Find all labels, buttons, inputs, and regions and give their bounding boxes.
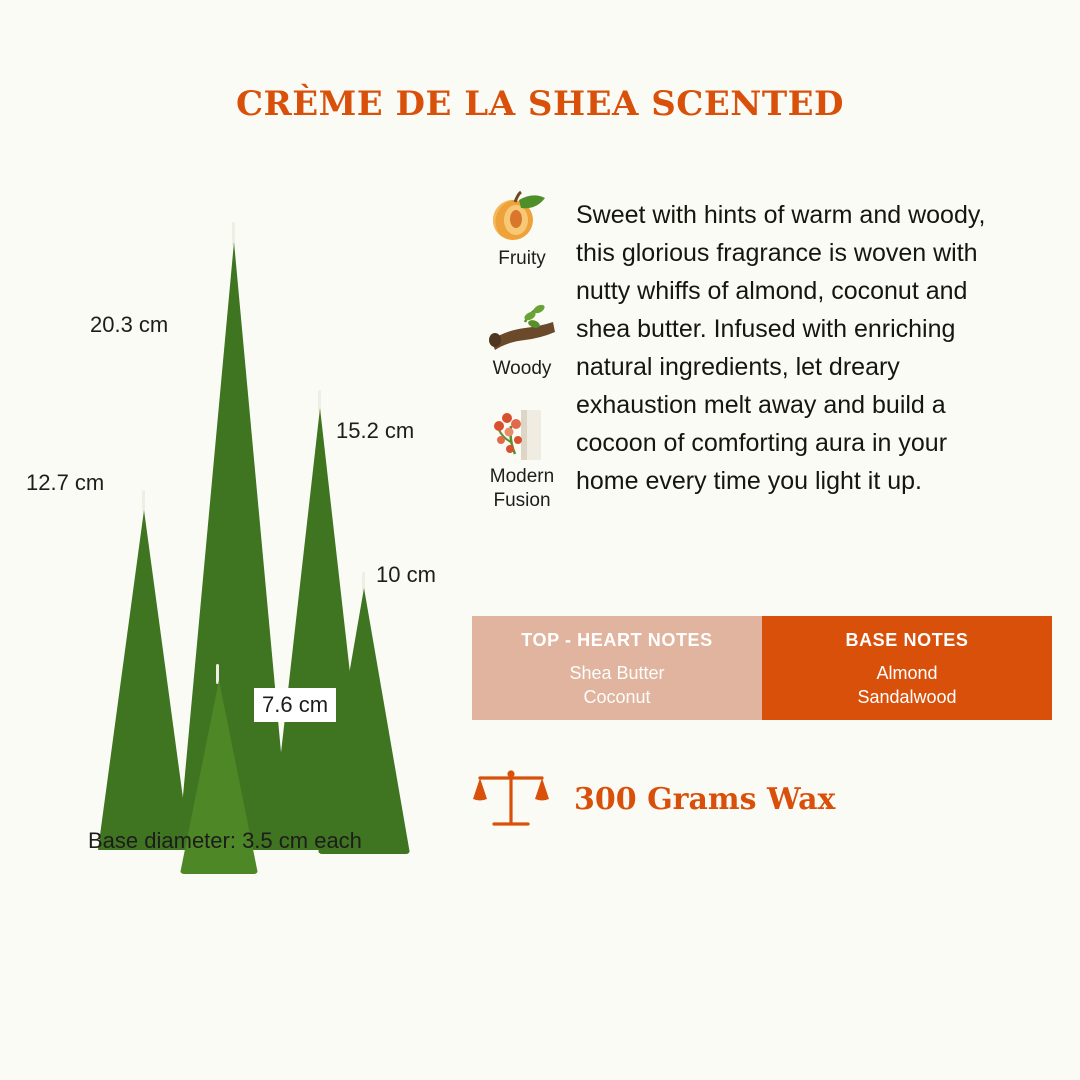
- wax-weight: [472, 766, 835, 832]
- dimension-label-15-2: 15.2 cm: [336, 418, 415, 443]
- candle-wick: [318, 390, 321, 412]
- base-notes-line-2: Sandalwood: [857, 687, 957, 708]
- top-heart-notes-line-2: Coconut: [583, 687, 651, 708]
- top-heart-notes-header: TOP - HEART NOTES: [521, 630, 713, 650]
- candle-wick: [232, 222, 235, 246]
- base-notes-header: BASE NOTES: [845, 630, 969, 650]
- peach-fruit-icon: [485, 190, 559, 246]
- dimension-label-20-3: 20.3 cm: [90, 312, 169, 337]
- scent-caption-fruity: Fruity: [498, 248, 546, 269]
- floral-modern-fusion-icon: [485, 408, 559, 464]
- top-heart-notes-cell: [472, 616, 762, 720]
- woody-branch-icon: [485, 300, 559, 356]
- top-heart-notes-line-1: Shea Butter: [569, 663, 665, 683]
- dimension-label-7-6: 7.6 cm: [254, 688, 336, 722]
- base-notes-line-1: Almond: [876, 663, 938, 683]
- dimension-label-12-7: 12.7 cm: [26, 470, 105, 495]
- candle-wick: [362, 572, 365, 592]
- base-notes-cell: [762, 616, 1052, 720]
- wax-weight-label: 300 Grams Wax: [574, 781, 836, 817]
- candle-body: [98, 510, 190, 850]
- balance-scale-icon: [472, 766, 550, 832]
- product-image: [20, 160, 480, 880]
- page-title: CRÈME DE LA SHEA SCENTED: [235, 84, 845, 124]
- dimension-label-10: 10 cm: [376, 562, 436, 587]
- candle-wick: [142, 490, 145, 512]
- fragrance-notes-table: [472, 616, 1052, 720]
- product-description: Sweet with hints of warm and woody, this glorious fragrance is woven with nutty whiffs of almond, coconut and shea butter. Infused with enriching natural ingredients, let dreary exhaustion melt away and build a cocoon of comforting aura in your home every time you light it up.: [576, 201, 986, 495]
- scent-caption-modern-fusion-line1: Modern: [489, 465, 555, 487]
- scent-caption-woody: Woody: [492, 357, 552, 379]
- scent-caption-modern-fusion-line2: Fusion: [493, 489, 551, 511]
- candle-wick: [216, 664, 219, 684]
- base-diameter-label: Base diameter: 3.5 cm each: [88, 828, 362, 853]
